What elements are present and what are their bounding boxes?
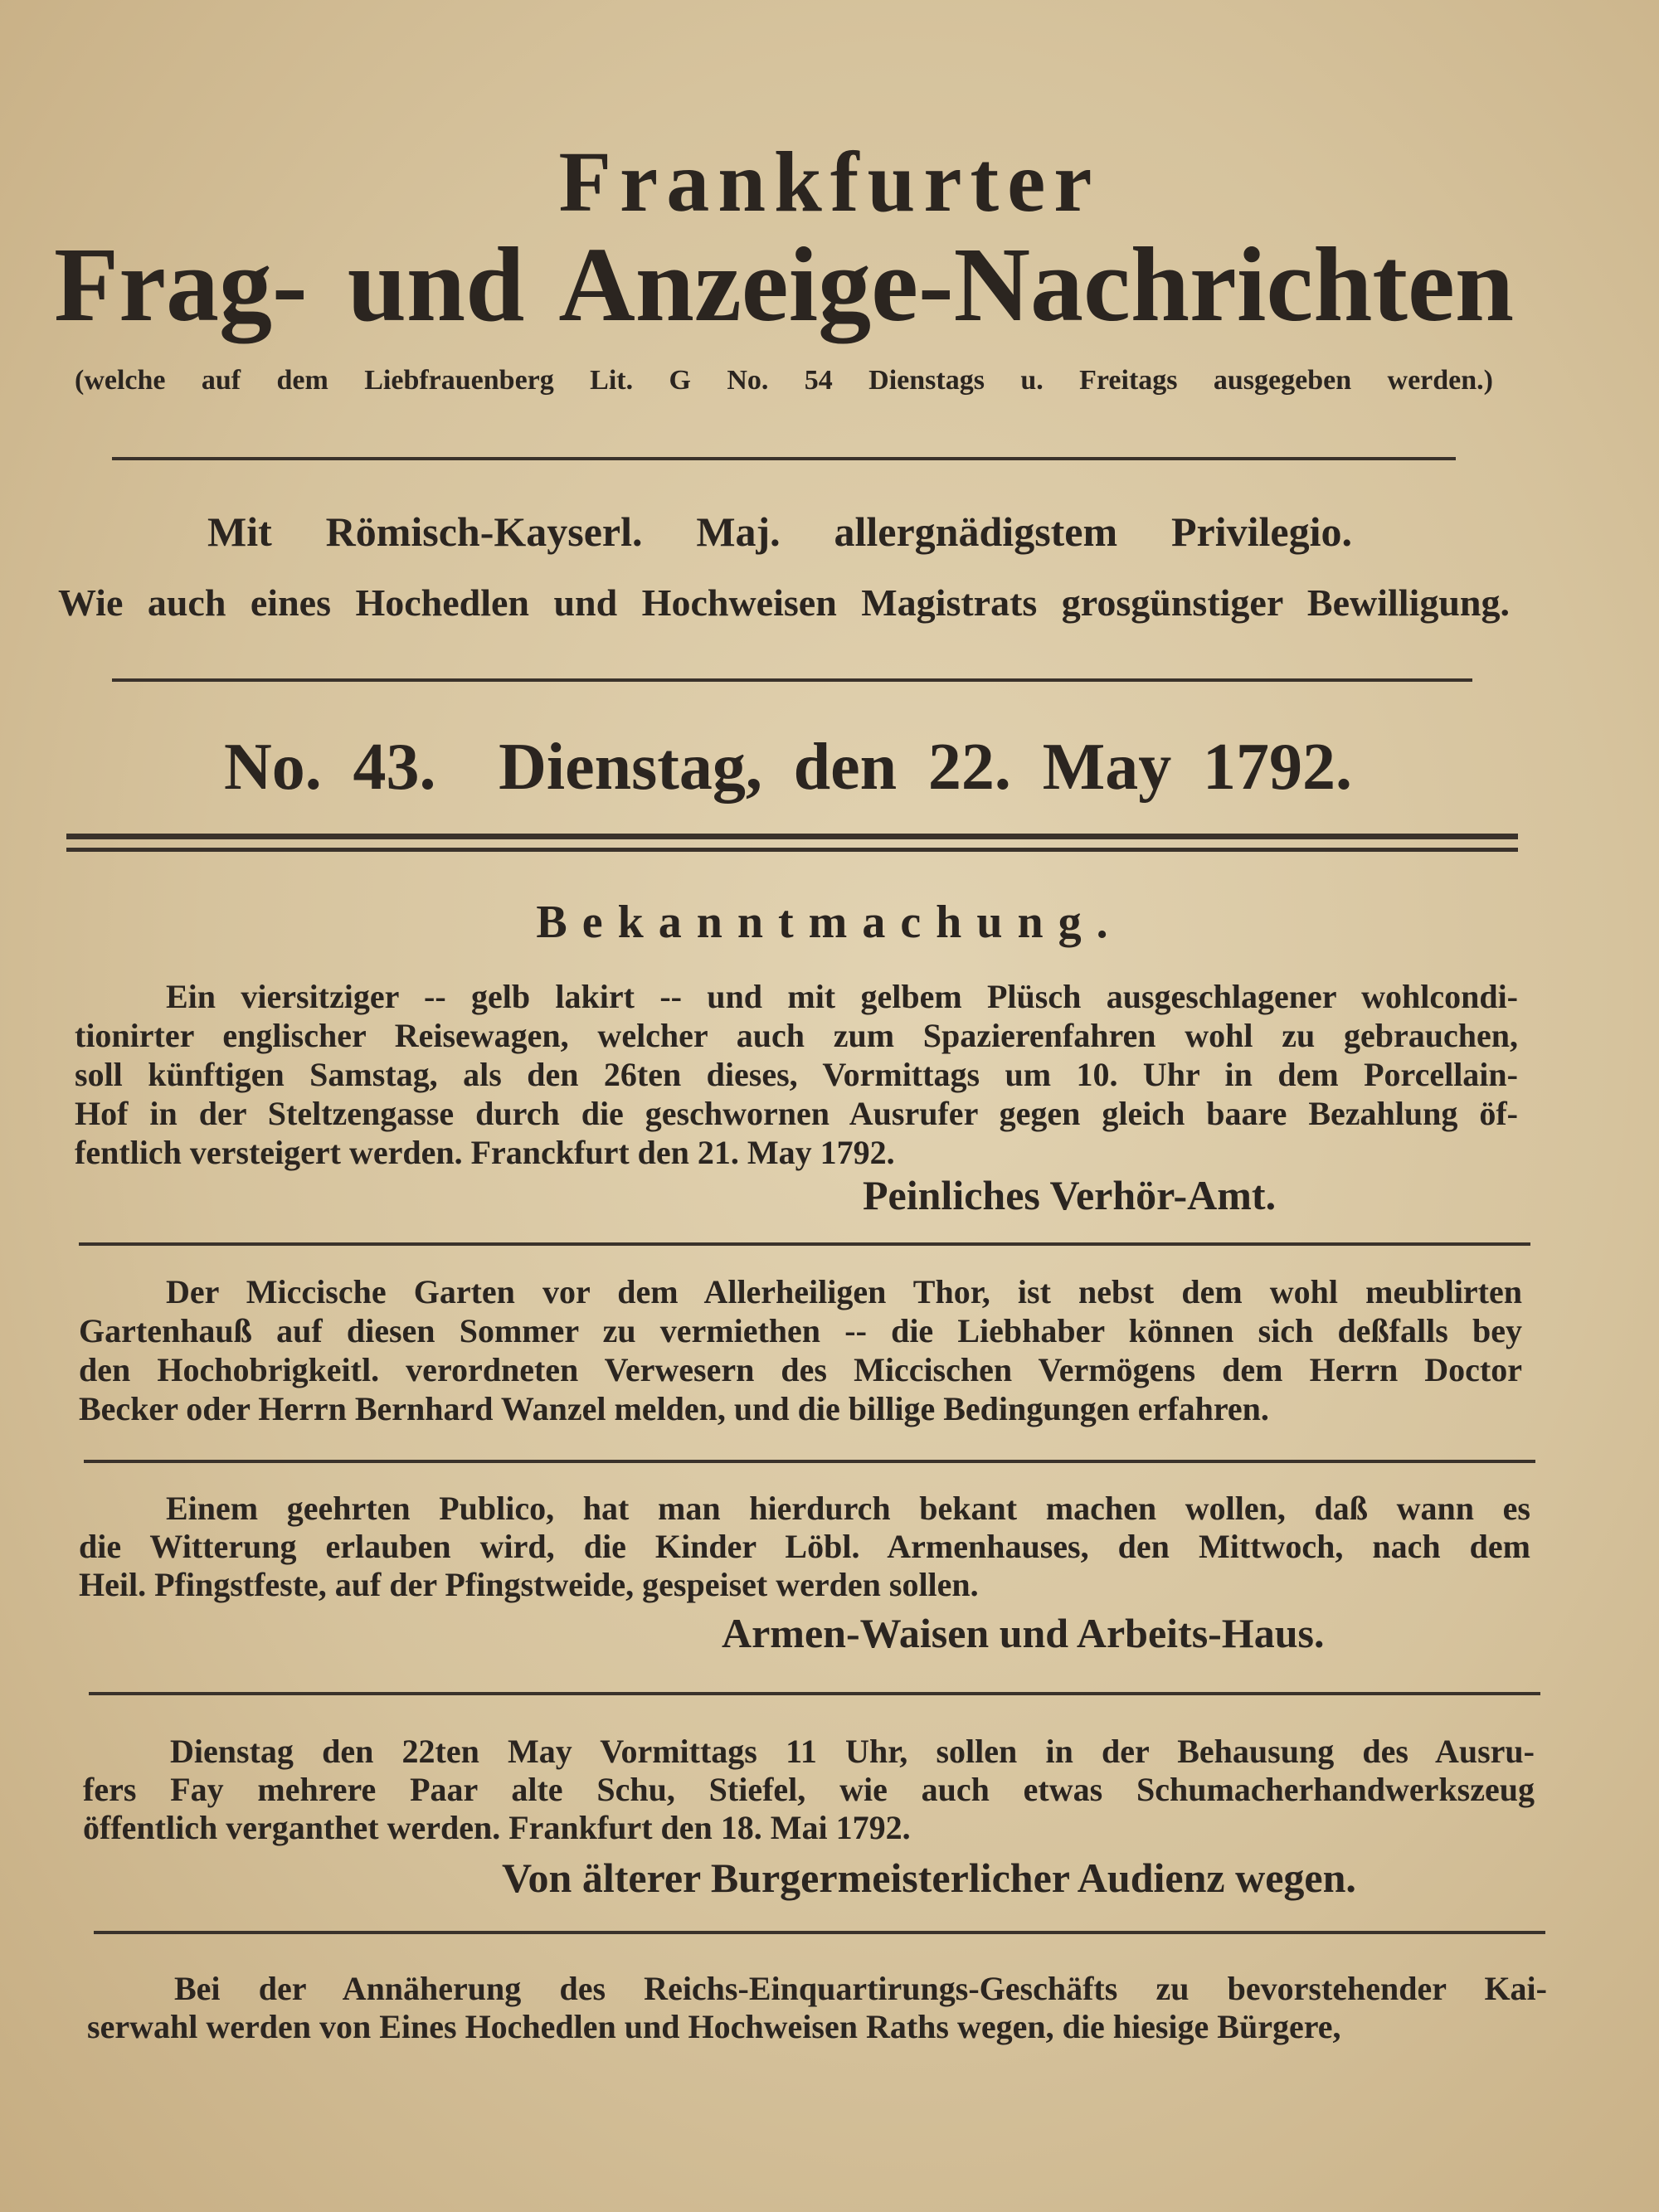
notice-text-line: die Witterung erlauben wird, die Kinder Löbl. Armenhauses, den Mittwoch, nach dem — [79, 1528, 1530, 1565]
notice-text-line: serwahl werden von Eines Hochedlen und Hochweisen Raths wegen, die hiesige Bürgere, — [87, 2008, 1341, 2045]
notice-text-line: Bei der Annäherung des Reichs-Einquartirungs-Geschäfts zu bevorstehender Kai- — [174, 1970, 1547, 2007]
notice-text-line: fentlich versteigert werden. Franckfurt den 21. May 1792. — [75, 1134, 895, 1171]
privilege-line: Mit Römisch-Kayserl. Maj. allergnädigstem Privilegio. — [207, 508, 1352, 555]
notice-text-line: Heil. Pfingstfeste, auf der Pfingstweide, gespeiset werden sollen. — [79, 1566, 979, 1603]
notice-text-line: den Hochobrigkeitl. verordneten Verwesern des Miccischen Vermögens dem Herrn Doctor — [79, 1351, 1522, 1388]
notice-text-line: Der Miccische Garten vor dem Allerheiligen Thor, ist nebst dem wohl meublirten — [166, 1273, 1522, 1310]
notice-text-line: Hof in der Steltzengasse durch die geschwornen Ausrufer gegen gleich baare Bezahlung öf- — [75, 1095, 1518, 1132]
notice-text-line: soll künftigen Samstag, als den 26ten dieses, Vormittags um 10. Uhr in dem Porcellain- — [75, 1056, 1518, 1093]
notice-text-line: Ein viersitziger -- gelb lakirt -- und mit gelbem Plüsch ausgeschlagener wohlcondi- — [166, 978, 1518, 1015]
notice-signature: Peinliches Verhör-Amt. — [863, 1172, 1277, 1218]
notice-divider — [94, 1931, 1545, 1934]
notice-signature: Von älterer Burgermeisterlicher Audienz wegen. — [502, 1855, 1356, 1901]
notice-divider — [84, 1460, 1535, 1463]
notice-text-line: tionirter englischer Reisewagen, welcher auch zum Spazierenfahren wohl zu gebrauchen, — [75, 1017, 1518, 1054]
notice-text-line: öffentlich verganthet werden. Frankfurt den 18. Mai 1792. — [83, 1809, 911, 1846]
notice-divider — [79, 1242, 1530, 1246]
notice-text-line: fers Fay mehrere Paar alte Schu, Stiefel, wie auch etwas Schumacherhandwerkszeug — [83, 1771, 1535, 1808]
permission-line: Wie auch eines Hochedlen und Hochweisen Magistrats grosgünstiger Bewilligung. — [58, 581, 1510, 624]
double-divider-bottom — [66, 848, 1518, 852]
notice-text-line: Dienstag den 22ten May Vormittags 11 Uhr, sollen in der Behausung des Ausru- — [170, 1733, 1535, 1770]
notice-heading: Bekanntmachung. — [536, 897, 1123, 948]
newspaper-title-line2: Frag- und Anzeige-Nachrichten — [54, 226, 1514, 343]
divider — [112, 457, 1456, 460]
newspaper-title-line1: Frankfurter — [558, 134, 1101, 230]
divider — [112, 678, 1472, 682]
double-divider-top — [66, 834, 1518, 839]
publication-info: (welche auf dem Liebfrauenberg Lit. G No. 54 Dienstags u. Freitags ausgegeben werden.) — [75, 365, 1493, 396]
notice-text-line: Einem geehrten Publico, hat man hierdurch bekant machen wollen, daß wann es — [166, 1490, 1530, 1527]
notice-text-line: Gartenhauß auf diesen Sommer zu vermiethen -- die Liebhaber können sich deßfalls bey — [79, 1312, 1522, 1349]
notice-text-line: Becker oder Herrn Bernhard Wanzel melden, und die billige Bedingungen erfahren. — [79, 1390, 1269, 1427]
notice-signature: Armen-Waisen und Arbeits-Haus. — [722, 1610, 1325, 1656]
issue-date-line: No. 43. Dienstag, den 22. May 1792. — [224, 731, 1352, 804]
notice-divider — [89, 1692, 1540, 1695]
